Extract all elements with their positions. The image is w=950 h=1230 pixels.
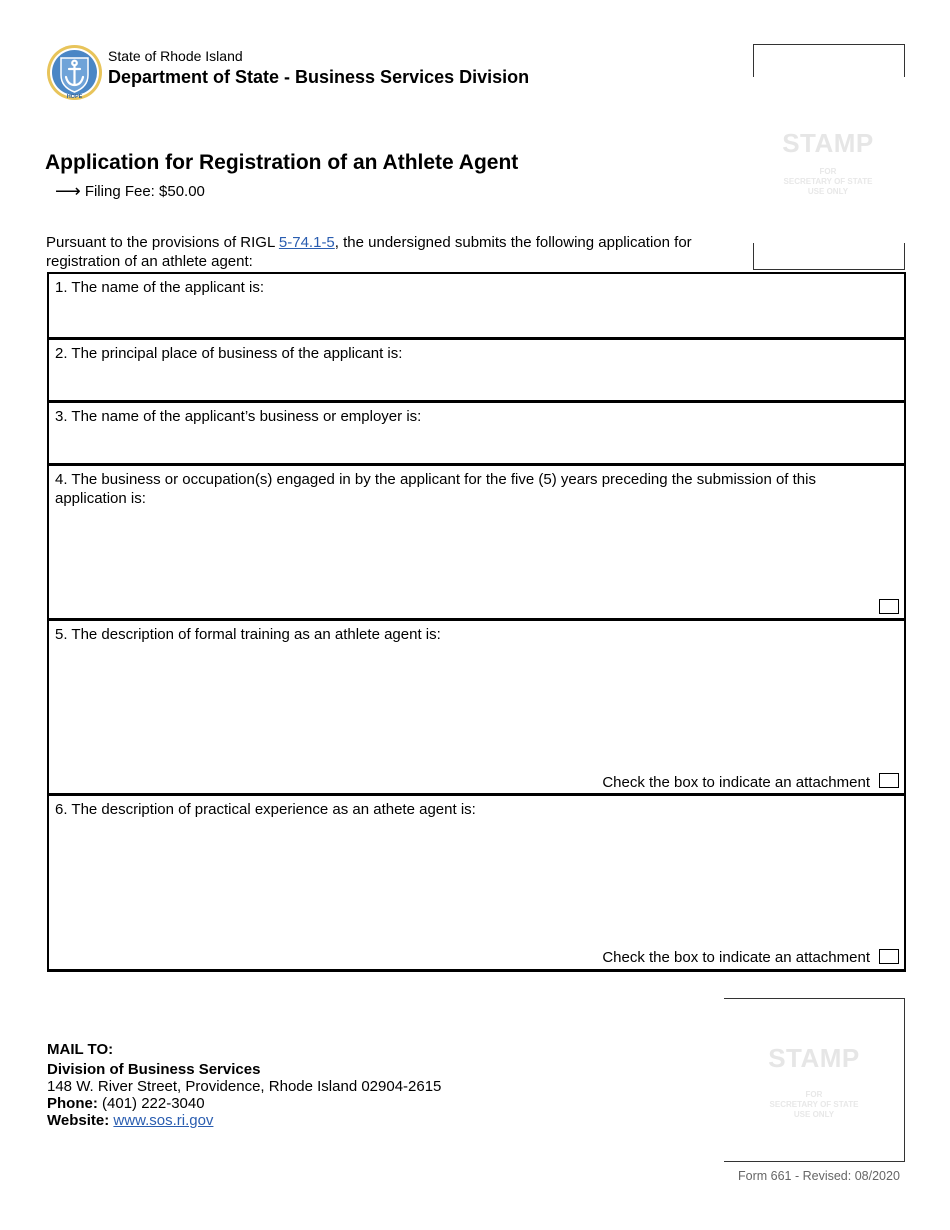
phone-number: (401) 222-3040 [97,1095,205,1112]
application-form [47,272,906,972]
website-label: Website: [47,1112,110,1129]
field-occupation-history[interactable] [49,466,904,621]
attachment-checkbox[interactable] [879,773,899,788]
stamp-frame-bottom-bracket [753,243,905,270]
arrow-right-icon: ⟶ [55,181,81,201]
intro-paragraph [46,233,746,271]
field-label: 6. The description of practical experience as an athete agent is: [55,801,476,818]
field-label: 3. The name of the applicant’s business or employer is: [55,408,422,425]
department-name: Department of State - Business Services Division [108,67,530,87]
filing-fee [55,181,205,202]
state-name: State of Rhode Island [108,48,243,64]
website-link[interactable]: www.sos.ri.gov [113,1112,214,1129]
website-line [47,1112,441,1129]
attachment-label: Check the box to indicate an attachment [602,949,870,966]
stamp-label-top: STAMP [782,128,874,158]
intro-text-after: , the undersigned submits the following application for registration of an athlete agent: [46,234,692,270]
form-number: Form 661 - Revised: 08/2020 [738,1169,900,1183]
field-formal-training[interactable] [49,621,904,796]
mailing-address: 148 W. River Street, Providence, Rhode Island 02904-2615 [47,1078,442,1095]
phone-line [47,1095,441,1112]
field-applicant-name[interactable] [49,274,904,340]
mail-to-heading: MAIL TO: [47,1041,114,1058]
attachment-label: Check the box to indicate an attachment [602,774,870,791]
state-seal-logo [46,44,103,101]
rigl-statute-link[interactable]: 5-74.1-5 [278,234,335,251]
field-business-or-employer[interactable] [49,403,904,466]
field-principal-place-of-business[interactable] [49,340,904,403]
filing-fee-label: Filing Fee: $50.00 [84,183,205,200]
phone-label: Phone: [47,1095,98,1112]
division-name: Division of Business Services [47,1061,261,1078]
page-title: Application for Registration of an Athlete Agent [45,151,519,174]
stamp-area-bottom [724,998,905,1162]
svg-text:HOPE: HOPE [66,93,83,100]
stamp-frame-top-bracket [753,44,905,77]
stamp-note-top: FOR SECRETARY OF STATE USE ONLY [783,167,873,196]
intro-text-before: Pursuant to the provisions of RIGL [46,234,279,251]
attachment-checkbox[interactable] [879,949,899,964]
mailing-info [47,1041,441,1129]
attachment-checkbox[interactable] [879,599,899,614]
field-label: 2. The principal place of business of the applicant is: [55,345,403,362]
field-label: 5. The description of formal training as an athlete agent is: [55,626,441,643]
field-practical-experience[interactable] [49,796,904,972]
field-label: 4. The business or occupation(s) engaged in by the applicant for the five (5) years preceding the submission of this application is: [55,471,816,507]
stamp-note-bottom: FOR SECRETARY OF STATE USE ONLY [769,1090,859,1119]
stamp-label-bottom: STAMP [768,1043,860,1073]
field-label: 1. The name of the applicant is: [55,279,265,296]
